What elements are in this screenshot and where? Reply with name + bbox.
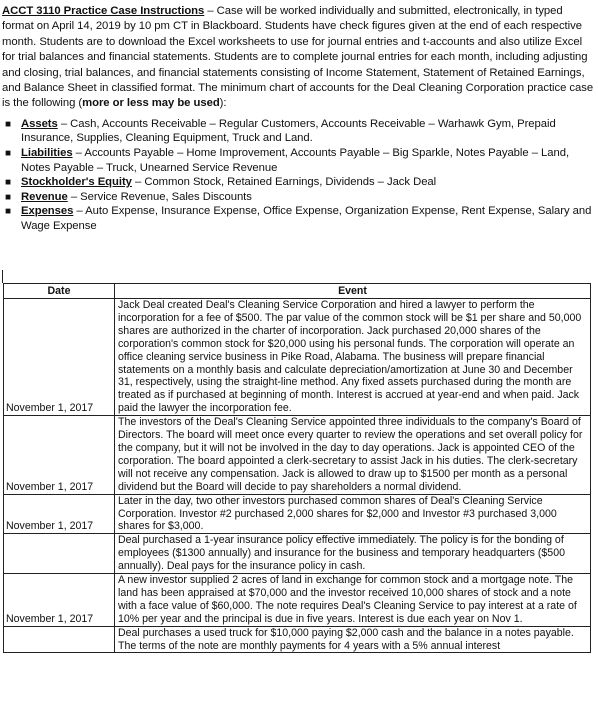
account-category-expenses <box>2 204 594 233</box>
category-name: Stockholder's Equity <box>21 176 132 189</box>
category-items: – Service Revenue, Sales Discounts <box>67 190 252 203</box>
bullet-icon: ■ <box>5 206 11 218</box>
table-row <box>4 299 591 416</box>
row-date: November 1, 2017 <box>4 494 115 534</box>
table-row <box>4 574 591 627</box>
row-date: November 1, 2017 <box>4 416 115 494</box>
instructions-body: – Case will be worked individually and submitted, electronically, in typed format on April 14, 2019 by 10 pm CT in Blackboard. Students have check figures given at the end of each respective month. Students are to download the Excel worksheets to use for journal entries and t-accounts and also utilize Excel for trial balances and financial statements. Students are to complete journal entries for each month, including adjusting and closing, trial balances, and financial statements consisting of Income Statement, Statement of Retained Earnings, and Balance Sheet in classified format. The minimum chart of accounts for the Deal Cleaning Corporation practice case is the following ( <box>2 5 594 110</box>
row-date: November 1, 2017 <box>4 299 115 416</box>
category-name: Expenses <box>21 205 74 218</box>
row-event: A new investor supplied 2 acres of land in exchange for common stock and a mortgage note. The land has been appraised at $70,000 and the investor received 10,000 shares of stock and a note with a face value of $60,000. The note requires Deal's Cleaning Service to pay interest at a rate of 10% per year and the principal is due in five years. Interest is due each year on Nov 1. <box>115 574 591 627</box>
table-row <box>4 416 591 494</box>
instructions-title: ACCT 3110 Practice Case Instructions <box>2 5 205 17</box>
chart-of-accounts-list <box>2 117 594 234</box>
event-column-header: Event <box>115 284 591 299</box>
row-event: Deal purchased a 1-year insurance policy effective immediately. The policy is for the bonding of employees ($1300 annually) and insurance for the business and temporary headquarters ($500 annually). Deal pays for the insurance policy in cash. <box>115 534 591 574</box>
instructions-body-end: ): <box>219 97 227 110</box>
table-header-row <box>4 284 591 299</box>
category-items: – Auto Expense, Insurance Expense, Office Expense, Organization Expense, Rent Expense, Salary and Wage Expense <box>21 205 592 232</box>
row-event: Later in the day, two other investors purchased common shares of Deal's Cleaning Service Corporation. Investor #2 purchased 2,000 shares for $2,000 and Investor #3 purchased 3,000 shares for $3,000. <box>115 494 591 534</box>
instructions-section <box>2 4 594 234</box>
table-row <box>4 534 591 574</box>
row-event: The investors of the Deal's Cleaning Service appointed three individuals to the company's Board of Directors. The board will meet once every quarter to review the operations and set overall policy for the company, but it will not be involved in the day to day operations. Jack is appointed CEO of the corporation. The board appointed a clerk-secretary to assist Jack in his duties. The clerk-secretary will not receive any compensation. Jack is allowed to draw up to $1500 per month as a personal dividend but the Board will decide to pay shareholders a normal dividend. <box>115 416 591 494</box>
events-table <box>3 283 591 653</box>
row-event: Jack Deal created Deal's Cleaning Service Corporation and hired a lawyer to perform the incorporation for a fee of $500. The par value of the common stock will be $1 per share and 50,000 shares are authorized in the charter of incorporation. Jack purchased 20,000 shares of the corporation's common stock for $20,000 using his personal funds. The corporation will operate an office cleaning service business in Pike Road, Alabama. The business will prepare financial statements on a monthly basis and calculate depreciation/amortization at June 30 and December 31, respectively, using the straight-line method. Any fixed assets purchased during the month are treated as if purchased at beginning of month. Interest is accrued at year-end and when paid. Jack paid the lawyer the incorporation fee. <box>115 299 591 416</box>
category-items: – Common Stock, Retained Earnings, Dividends – Jack Deal <box>131 176 437 189</box>
category-name: Liabilities <box>21 147 73 160</box>
row-event: Deal purchases a used truck for $10,000 paying $2,000 cash and the balance in a notes payable. The terms of the note are monthly payments for 4 years with a 5% annual interest <box>115 626 591 653</box>
account-category-equity <box>2 175 594 190</box>
bullet-icon: ■ <box>5 118 11 130</box>
row-date <box>4 534 115 574</box>
account-category-revenue <box>2 190 594 205</box>
bullet-icon: ■ <box>5 148 11 160</box>
bullet-icon: ■ <box>5 177 11 189</box>
row-date: November 1, 2017 <box>4 574 115 627</box>
category-items: – Cash, Accounts Receivable – Regular Customers, Accounts Receivable – Warhawk Gym, Prepaid Insurance, Supplies, Cleaning Equipment, Truck and Land. <box>21 117 556 145</box>
instructions-bold-note: more or less may be used <box>82 97 220 110</box>
account-category-assets <box>2 117 594 146</box>
bullet-icon: ■ <box>5 191 11 203</box>
category-name: Revenue <box>21 190 68 203</box>
account-category-liabilities <box>2 146 594 175</box>
category-items: – Accounts Payable – Home Improvement, Accounts Payable – Big Sparkle, Notes Payable – Land, Notes Payable – Truck, Unearned Service Revenue <box>21 147 570 174</box>
category-name: Assets <box>21 117 58 130</box>
table-left-rule <box>2 270 3 283</box>
date-column-header: Date <box>4 284 115 299</box>
instructions-paragraph <box>2 4 594 112</box>
table-row <box>4 626 591 653</box>
table-row <box>4 494 591 534</box>
row-date <box>4 626 115 653</box>
